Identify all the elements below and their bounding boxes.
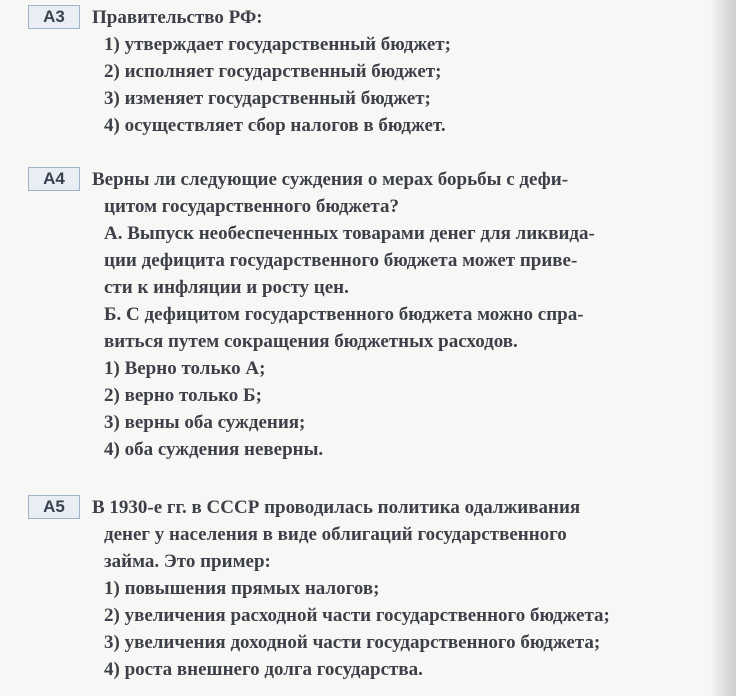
answer-option-3: 3) увеличения доходной части государственного бюджета;: [104, 632, 601, 653]
judgement-b-line: виться путем сокращения бюджетных расходов.: [104, 331, 518, 352]
answer-option-3: 3) верны оба суждения;: [104, 412, 306, 433]
question-stem-line: Верны ли следующие суждения о мерах борьбы с дефи-: [92, 169, 569, 190]
answer-option-1: 1) повышения прямых налогов;: [104, 578, 380, 599]
judgement-b-line: Б. С дефицитом государственного бюджета можно спра-: [104, 304, 584, 325]
answer-option-4: 4) осуществляет сбор налогов в бюджет.: [104, 115, 446, 136]
question-body: [92, 166, 708, 463]
answer-option-1: 1) Верно только А;: [104, 358, 266, 379]
answer-option-4: 4) роста внешнего долга государства.: [104, 659, 423, 680]
page-edge-shadow: [710, 0, 736, 696]
question-body: [92, 4, 708, 139]
answer-option-2: 2) верно только Б;: [104, 385, 262, 406]
question-body: [92, 494, 708, 683]
question-a3: [28, 4, 708, 139]
answer-option-2: 2) исполняет государственный бюджет;: [104, 61, 442, 82]
answer-option-1: 1) утверждает государственный бюджет;: [104, 34, 451, 55]
question-number-box: А4: [28, 167, 80, 191]
question-stem-line: займа. Это пример:: [104, 551, 271, 572]
judgement-a-line: ции дефицита государственного бюджета может приве-: [104, 250, 578, 271]
question-stem-line: Правительство РФ:: [92, 7, 263, 28]
judgement-a-line: А. Выпуск необеспеченных товарами денег для ликвида-: [104, 223, 595, 244]
question-stem-line: денег у населения в виде облигаций государственного: [104, 524, 567, 545]
answer-option-3: 3) изменяет государственный бюджет;: [104, 88, 431, 109]
question-a4: [28, 166, 708, 463]
answer-option-4: 4) оба суждения неверны.: [104, 439, 324, 460]
question-a5: [28, 494, 708, 683]
judgement-a-line: сти к инфляции и росту цен.: [104, 277, 349, 298]
question-number-box: А5: [28, 495, 80, 519]
answer-option-2: 2) увеличения расходной части государственного бюджета;: [104, 605, 610, 626]
question-number-box: А3: [28, 5, 80, 29]
question-stem-line: цитом государственного бюджета?: [104, 196, 399, 217]
question-stem-line: В 1930-е гг. в СССР проводилась политика одалживания: [92, 497, 581, 518]
